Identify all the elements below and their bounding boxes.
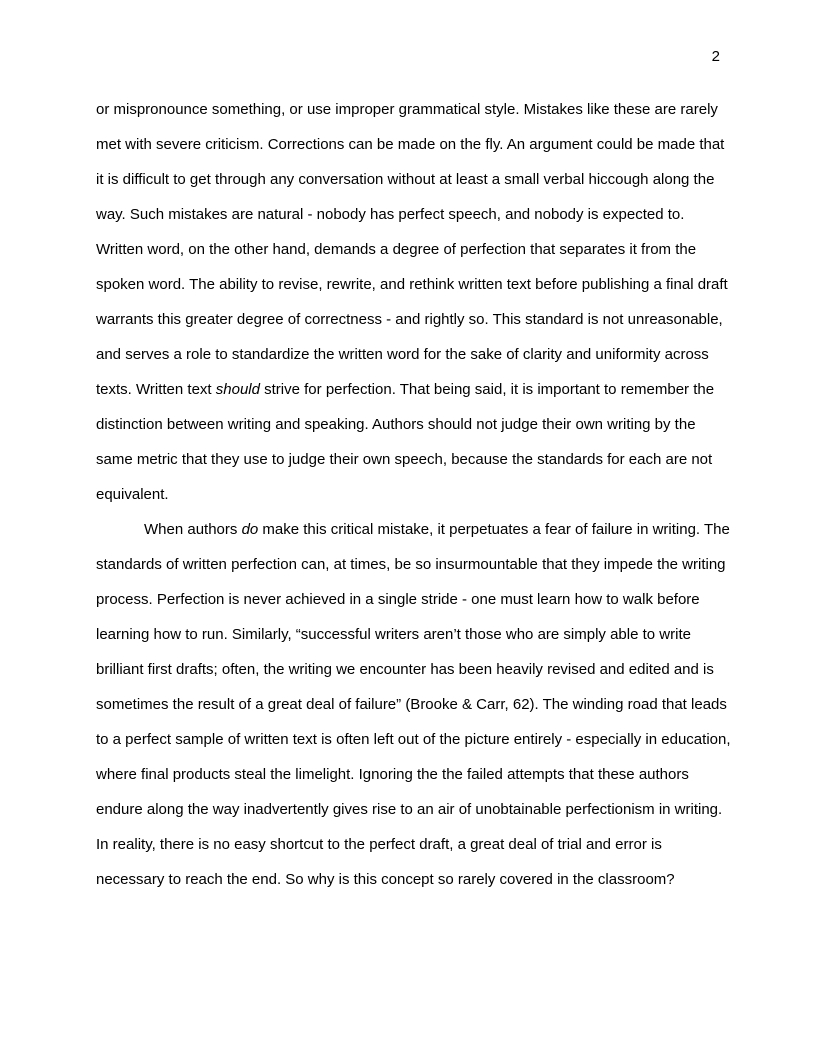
text-line: distinction between writing and speaking. Authors should not judge their own writing by the [96, 416, 696, 433]
text-line: Written word, on the other hand, demands a degree of perfection that separates it from the [96, 241, 697, 258]
document-body [96, 92, 731, 897]
text-line: equivalent. [96, 486, 169, 503]
text-line: necessary to reach the end. So why is this concept so rarely covered in the classroom? [96, 871, 675, 888]
text-line: In reality, there is no easy shortcut to the perfect draft, a great deal of trial and error is [96, 836, 662, 853]
text-line: brilliant first drafts; often, the writing we encounter has been heavily revised and edited and is [96, 661, 714, 678]
text-line: warrants this greater degree of correctness - and rightly so. This standard is not unreasonable, [96, 311, 723, 328]
text-line: way. Such mistakes are natural - nobody has perfect speech, and nobody is expected to. [96, 206, 685, 223]
italic-emphasis: do [241, 521, 259, 538]
text-line: learning how to run. Similarly, “successful writers aren’t those who are simply able to write [96, 626, 691, 643]
text-line: spoken word. The ability to revise, rewrite, and rethink written text before publishing a final draft [96, 276, 728, 293]
text-line: standards of written perfection can, at times, be so insurmountable that they impede the writing [96, 556, 726, 573]
page-number: 2 [711, 48, 720, 65]
paragraph [96, 92, 728, 512]
text-line: met with severe criticism. Corrections can be made on the fly. An argument could be made that [96, 136, 725, 153]
text-line: When authors do make this critical mistake, it perpetuates a fear of failure in writing. The [144, 521, 730, 538]
text-line: where final products steal the limelight. Ignoring the the failed attempts that these authors [96, 766, 689, 783]
italic-emphasis: should [215, 381, 260, 398]
paragraph [96, 512, 731, 897]
text-line: texts. Written text should strive for perfection. That being said, it is important to remember the [96, 381, 715, 398]
text-line: or mispronounce something, or use improper grammatical style. Mistakes like these are rarely [96, 101, 718, 118]
text-line: same metric that they use to judge their own speech, because the standards for each are not [96, 451, 713, 468]
text-line: process. Perfection is never achieved in a single stride - one must learn how to walk before [96, 591, 700, 608]
text-line: endure along the way inadvertently gives rise to an air of unobtainable perfectionism in writing. [96, 801, 723, 818]
text-line: and serves a role to standardize the written word for the sake of clarity and uniformity across [96, 346, 709, 363]
text-line: sometimes the result of a great deal of failure” (Brooke & Carr, 62). The winding road that leads [96, 696, 727, 713]
text-line: it is difficult to get through any conversation without at least a small verbal hiccough along the [96, 171, 715, 188]
text-line: to a perfect sample of written text is often left out of the picture entirely - especially in education, [96, 731, 731, 748]
